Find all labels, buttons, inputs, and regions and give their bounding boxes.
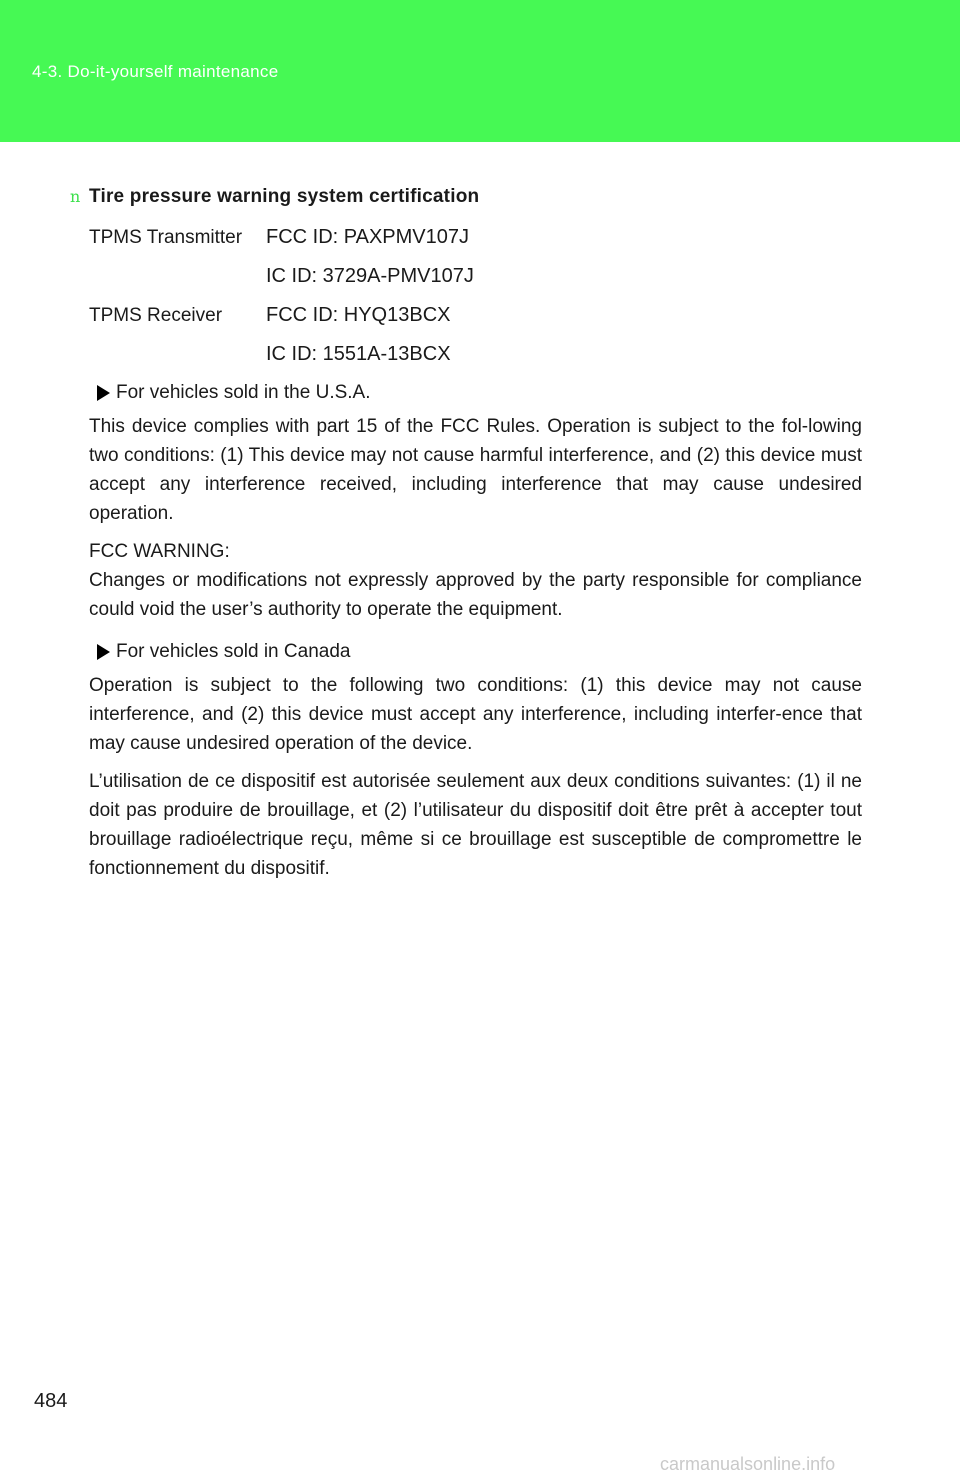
cert-device: TPMS Transmitter <box>89 227 243 248</box>
cert-id: FCC ID: HYQ13BCX <box>266 304 451 326</box>
page-content <box>70 184 862 892</box>
cert-row <box>89 335 862 374</box>
cert-id: IC ID: 3729A-PMV107J <box>266 265 474 287</box>
fcc-warning-heading: FCC WARNING: <box>89 541 230 562</box>
triangle-arrow-icon <box>97 644 110 660</box>
usa-region-label <box>89 374 862 412</box>
cert-row <box>89 296 862 335</box>
fcc-warning-text: Changes or modifications not expressly approved by the party responsible for compliance could void the user’s authority to operate the equipment. <box>89 570 862 620</box>
heading-row <box>70 184 862 218</box>
certification-table <box>89 218 862 374</box>
canada-text-english: Operation is subject to the following two conditions: (1) this device may not cause interference, and (2) this device must accept any interference, including interfer-ence that may cause undesired operation of the device. <box>89 675 862 754</box>
canada-text-french: L’utilisation de ce dispositif est autorisée seulement aux deux conditions suivantes: (1) il ne doit pas produire de brouillage, et (2) l’utilisateur du dispositif doit être prêt à accepter tout brouillage radioélectrique reçu, même si ce brouillage est susceptible de compromettre le fonctionnement du dispositif. <box>89 771 862 879</box>
header-band <box>0 0 960 142</box>
section-title: 4-3. Do-it-yourself maintenance <box>32 62 279 81</box>
cert-id: FCC ID: PAXPMV107J <box>266 226 470 248</box>
watermark: carmanualsonline.info <box>660 1454 836 1474</box>
cert-device: TPMS Receiver <box>89 305 223 326</box>
cert-id: IC ID: 1551A-13BCX <box>266 343 451 365</box>
section-heading: Tire pressure warning system certification <box>89 186 480 207</box>
region-label: For vehicles sold in Canada <box>116 641 351 662</box>
triangle-arrow-icon <box>97 385 110 401</box>
cert-row <box>89 218 862 257</box>
usa-compliance-text: This device complies with part 15 of the FCC Rules. Operation is subject to the fol-lowing two conditions: (1) This device may not cause harmful interference, and (2) this device must accept any interference received, including interference that may cause undesired operation. <box>89 416 862 524</box>
page-number: 484 <box>34 1390 68 1412</box>
bullet-mark: n <box>70 187 81 206</box>
canada-region-label <box>89 633 862 671</box>
cert-row <box>89 257 862 296</box>
region-label: For vehicles sold in the U.S.A. <box>116 382 371 403</box>
